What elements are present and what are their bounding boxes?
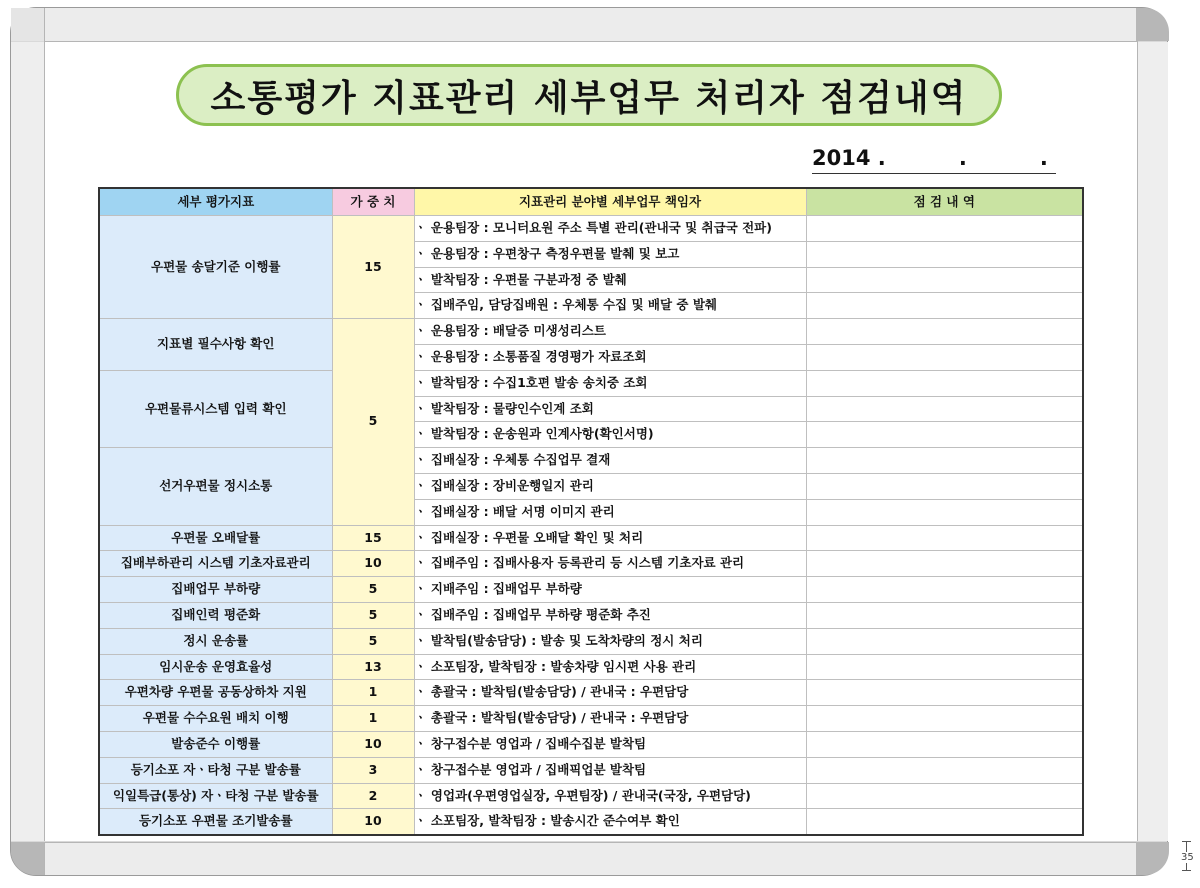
indicator-cell: 등기소포 자ㆍ타청 구분 발송률 [99,757,332,783]
responsible-cell: ㆍ 지배주임 : 집배업무 부하량 [414,577,806,603]
check-cell[interactable] [806,680,1083,706]
responsible-cell: ㆍ 발착팀장 : 수집1호편 발송 송치중 조회 [414,370,806,396]
weight-cell: 15 [332,525,414,551]
responsible-cell: ㆍ 발착팀(발송담당) : 발송 및 도착차량의 정시 처리 [414,628,806,654]
date-underline [812,173,1056,174]
responsible-cell: ㆍ 총괄국 : 발착팀(발송담당) / 관내국 : 우편담당 [414,706,806,732]
check-cell[interactable] [806,370,1083,396]
table-row [99,551,1083,577]
table-row [99,783,1083,809]
table-row [99,448,1083,474]
check-cell[interactable] [806,525,1083,551]
table-row [99,809,1083,835]
check-cell[interactable] [806,731,1083,757]
weight-cell: 1 [332,706,414,732]
responsible-cell: ㆍ 발착팀장 : 물량인수인계 조회 [414,396,806,422]
check-cell[interactable] [806,216,1083,242]
responsible-cell: ㆍ 집배실장 : 배달 서명 이미지 관리 [414,499,806,525]
page-marker-bottom [1182,870,1191,871]
responsible-cell: ㆍ 집배주임, 담당집배원 : 우체통 수집 및 배달 중 발췌 [414,293,806,319]
indicator-cell: 임시운송 운영효율성 [99,654,332,680]
weight-cell: 5 [332,602,414,628]
table-row [99,319,1083,345]
table-row [99,757,1083,783]
weight-cell: 10 [332,731,414,757]
table-row [99,525,1083,551]
indicator-cell: 정시 운송률 [99,628,332,654]
indicator-cell: 발송준수 이행률 [99,731,332,757]
table-row [99,654,1083,680]
check-cell[interactable] [806,577,1083,603]
responsible-cell: ㆍ 소포팀장, 발착팀장 : 발송시간 준수여부 확인 [414,809,806,835]
weight-cell: 10 [332,809,414,835]
responsible-cell: ㆍ 집배실장 : 장비운행일지 관리 [414,473,806,499]
responsible-cell: ㆍ 집배주임 : 집배사용자 등록관리 등 시스템 기초자료 관리 [414,551,806,577]
indicator-cell: 우편물 오배달률 [99,525,332,551]
table-row [99,216,1083,242]
responsible-cell: ㆍ 집배실장 : 우체통 수집업무 결재 [414,448,806,474]
check-cell[interactable] [806,783,1083,809]
weight-cell: 10 [332,551,414,577]
responsible-cell: ㆍ 운용팀장 : 모니터요원 주소 특별 관리(관내국 및 취급국 전파) [414,216,806,242]
weight-cell: 13 [332,654,414,680]
weight-cell: 1 [332,680,414,706]
indicator-cell: 집배업무 부하량 [99,577,332,603]
check-cell[interactable] [806,757,1083,783]
weight-cell: 5 [332,628,414,654]
page-number: 35 [1181,852,1194,863]
frame-left-bar [11,42,44,841]
page-title: 소통평가 지표관리 세부업무 처리자 점검내역 [210,77,968,119]
frame-corner-top-left [11,8,44,41]
check-cell[interactable] [806,809,1083,835]
indicator-cell: 우편차량 우편물 공동상하차 지원 [99,680,332,706]
responsible-cell: ㆍ 발착팀장 : 우편물 구분과정 중 발췌 [414,267,806,293]
responsible-cell: ㆍ 창구접수분 영업과 / 집배픽업분 발착팀 [414,757,806,783]
frame-bottom-bar [44,842,1138,875]
check-cell[interactable] [806,706,1083,732]
responsible-cell: ㆍ 발착팀장 : 운송원과 인계사항(확인서명) [414,422,806,448]
responsible-cell: ㆍ 소포팀장, 발착팀장 : 발송차량 임시편 사용 관리 [414,654,806,680]
check-cell[interactable] [806,319,1083,345]
frame-corner-top-right [1136,8,1169,41]
inspection-table [98,187,1084,836]
indicator-cell: 집배인력 평준화 [99,602,332,628]
frame-corner-bottom-left [11,842,44,875]
weight-cell: 3 [332,757,414,783]
header-check: 점 검 내 역 [806,188,1083,216]
weight-cell: 15 [332,216,414,319]
responsible-cell: ㆍ 집배실장 : 우편물 오배달 확인 및 처리 [414,525,806,551]
table-row [99,680,1083,706]
table-row [99,602,1083,628]
weight-cell: 5 [332,577,414,603]
check-cell[interactable] [806,448,1083,474]
check-cell[interactable] [806,654,1083,680]
indicator-cell: 등기소포 우편물 조기발송률 [99,809,332,835]
header-indicator: 세부 평가지표 [99,188,332,216]
indicator-cell: 익일특급(통상) 자ㆍ타청 구분 발송률 [99,783,332,809]
check-cell[interactable] [806,551,1083,577]
header-responsible: 지표관리 분야별 세부업무 책임자 [414,188,806,216]
check-cell[interactable] [806,602,1083,628]
table-row [99,731,1083,757]
indicator-cell: 선거우편물 정시소통 [99,448,332,525]
responsible-cell: ㆍ 영업과(우편영업실장, 우편팀장) / 관내국(국장, 우편담당) [414,783,806,809]
check-cell[interactable] [806,628,1083,654]
check-cell[interactable] [806,267,1083,293]
table-row [99,628,1083,654]
responsible-cell: ㆍ 운용팀장 : 배달증 미생성리스트 [414,319,806,345]
frame-corner-bottom-right [1136,842,1169,875]
indicator-cell: 집배부하관리 시스템 기초자료관리 [99,551,332,577]
weight-cell: 2 [332,783,414,809]
responsible-cell: ㆍ 창구접수분 영업과 / 집배수집분 발착팀 [414,731,806,757]
check-cell[interactable] [806,422,1083,448]
responsible-cell: ㆍ 운용팀장 : 소통품질 경영평가 자료조회 [414,344,806,370]
check-cell[interactable] [806,499,1083,525]
indicator-cell: 우편물류시스템 입력 확인 [99,370,332,447]
frame-top-bar [44,8,1138,42]
check-cell[interactable] [806,344,1083,370]
weight-cell: 5 [332,319,414,525]
date-field: 2014 . . . [812,146,1048,170]
indicator-cell: 우편물 수수요원 배치 이행 [99,706,332,732]
table-row [99,577,1083,603]
responsible-cell: ㆍ 총괄국 : 발착팀(발송담당) / 관내국 : 우편담당 [414,680,806,706]
table-row [99,706,1083,732]
responsible-cell: ㆍ 운용팀장 : 우편창구 측정우편물 발췌 및 보고 [414,241,806,267]
header-weight: 가 중 치 [332,188,414,216]
responsible-cell: ㆍ 집배주임 : 집배업무 부하량 평준화 추진 [414,602,806,628]
check-cell[interactable] [806,241,1083,267]
table-row [99,370,1083,396]
table-header-row [99,188,1083,216]
indicator-cell: 지표별 필수사항 확인 [99,319,332,371]
frame-right-bar [1136,42,1168,841]
check-cell[interactable] [806,473,1083,499]
check-cell[interactable] [806,293,1083,319]
check-cell[interactable] [806,396,1083,422]
title-banner [176,64,1002,126]
indicator-cell: 우편물 송달기준 이행률 [99,216,332,319]
